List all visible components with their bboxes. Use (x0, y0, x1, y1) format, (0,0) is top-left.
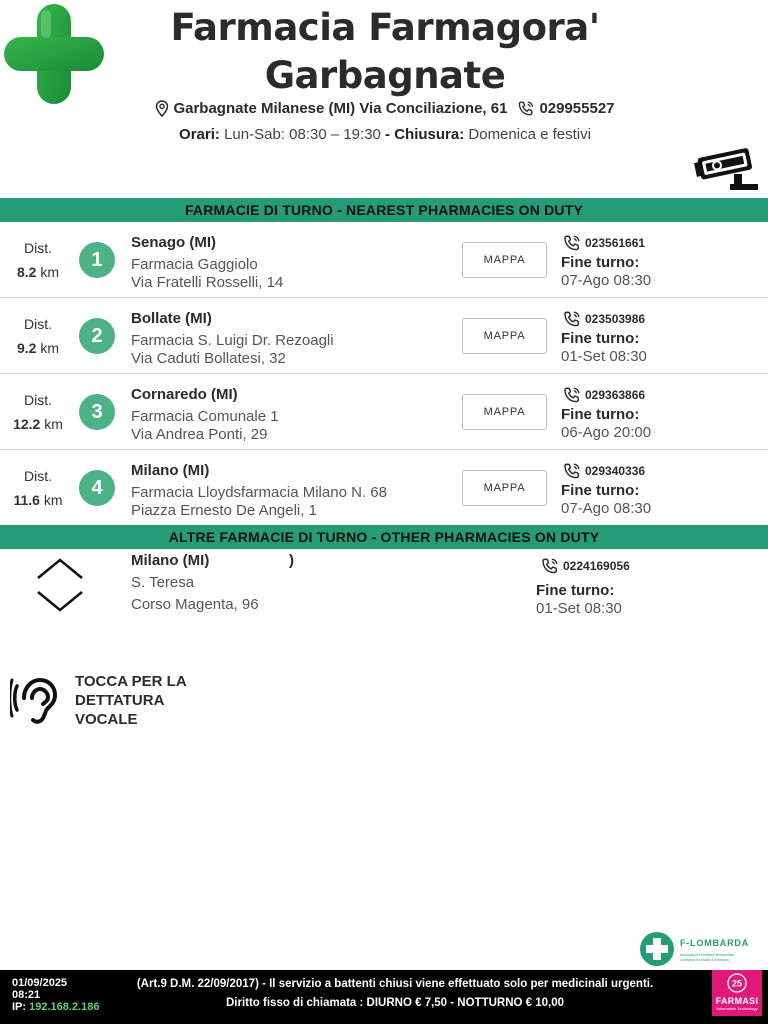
pharmacy-phone[interactable]: 029955527 (539, 100, 615, 117)
footer-fee: Diritto fisso di chiamata : DIURNO € 7,50 - NOTTURNO € 10,00 (225, 997, 565, 1009)
map-button[interactable]: MAPPA (462, 394, 547, 430)
distance-number: 12.2 (13, 416, 41, 432)
end-shift-value: 07-Ago 08:30 (561, 272, 652, 289)
pharmacy-name: Farmacia S. Luigi Dr. Rezoagli (131, 332, 334, 349)
map-button[interactable]: MAPPA (462, 242, 547, 278)
pharmacy-phone-line[interactable] (562, 310, 645, 328)
voice-line1: TOCCA PER LA (75, 673, 187, 690)
other-pharmacy-street: Corso Magenta, 96 (131, 596, 259, 613)
phone-icon (562, 234, 582, 252)
phone-icon (540, 557, 560, 575)
chevron-down-icon[interactable] (38, 592, 82, 610)
distance-unit: km (43, 492, 63, 508)
pharmacy-row[interactable] (0, 298, 768, 374)
end-shift-label: Fine turno: (561, 254, 640, 271)
map-button[interactable]: MAPPA (462, 318, 547, 354)
pharmacy-name: Farmacia Gaggiolo (131, 256, 258, 273)
other-pharmacy-trailing: ) (289, 552, 294, 569)
ear-icon[interactable] (10, 674, 66, 728)
farmasi-sub: Information Technology (716, 1006, 758, 1011)
pharmacy-street: Piazza Ernesto De Angeli, 1 (131, 502, 317, 519)
distance-value (8, 492, 68, 508)
ip-value: 192.168.2.186 (29, 1001, 100, 1013)
pharmacy-city: Bollate (MI) (131, 310, 212, 327)
phone-icon (562, 386, 582, 404)
end-shift-label: Fine turno: (561, 406, 640, 423)
pharmacy-title-line1: Farmacia Farmagora' (170, 6, 600, 49)
end-shift-value: 06-Ago 20:00 (561, 424, 652, 441)
f-lombarda-sub1: Associazione Unitaria Farmaceutica (680, 953, 735, 957)
pharmacy-phone-line[interactable] (562, 386, 645, 404)
voice-dictation-button[interactable] (75, 672, 205, 729)
voice-line2: DETTATURA (75, 692, 165, 709)
camera-icon (694, 144, 764, 194)
pharmacy-row[interactable] (0, 450, 768, 526)
other-section-header: ALTRE FARMACIE DI TURNO - OTHER PHARMACIES ON DUTY (0, 525, 768, 549)
distance-label: Dist. (24, 240, 52, 256)
phone-icon (517, 100, 535, 117)
f-lombarda-sub2: Lombarda tra titolari di Farmacia (680, 958, 729, 962)
f-lombarda-name: F-LOMBARDA (680, 938, 749, 948)
pharmacy-row[interactable] (0, 374, 768, 450)
farmasi-years: 25 (731, 978, 743, 989)
hours-value: Lun-Sab: 08:30 – 19:30 (224, 126, 381, 143)
end-shift-label: Fine turno: (536, 582, 615, 599)
footer (0, 970, 768, 1024)
pharmacy-street: Via Andrea Ponti, 29 (131, 426, 268, 443)
phone-number: 0224169056 (563, 559, 630, 573)
pharmacy-city: Cornaredo (MI) (131, 386, 238, 403)
pharmacy-address: Garbagnate Milanese (MI) Via Conciliazione, 61 (173, 100, 508, 117)
f-lombarda-logo (638, 930, 758, 968)
phone-number: 029363866 (585, 388, 646, 402)
pharmacy-title-line2: Garbagnate (264, 54, 506, 97)
footer-time: 08:21 (12, 989, 41, 1001)
distance-number: 9.2 (16, 340, 37, 356)
cross-logo-icon (4, 4, 104, 104)
phone-number: 029340336 (585, 464, 646, 478)
footer-ip (12, 1001, 99, 1013)
footer-notice: (Art.9 D.M. 22/09/2017) - Il servizio a battenti chiusi viene effettuato solo per medicinali urgenti. (136, 978, 654, 990)
closing-value: Domenica e festivi (468, 126, 591, 143)
distance-unit: km (40, 340, 60, 356)
distance-value (8, 416, 68, 432)
chevron-up-icon[interactable] (38, 560, 82, 578)
location-pin-icon (155, 100, 169, 117)
end-shift-label: Fine turno: (561, 482, 640, 499)
distance-unit: km (40, 264, 60, 280)
map-button[interactable]: MAPPA (462, 470, 547, 506)
scroll-chevrons[interactable] (34, 556, 86, 614)
farmasi-brand: FARMASI (715, 996, 759, 1006)
pharmacy-row[interactable] (0, 222, 768, 298)
distance-label: Dist. (24, 468, 52, 484)
other-pharmacy-phone-line[interactable] (540, 557, 630, 575)
footer-date: 01/09/2025 (12, 977, 68, 989)
end-shift-value: 01-Set 08:30 (536, 600, 622, 617)
pharmacy-name: Farmacia Lloydsfarmacia Milano N. 68 (131, 484, 387, 501)
hours-label: Orari: (179, 126, 220, 143)
pharmacy-phone-line[interactable] (562, 462, 645, 480)
pharmacy-address-line (140, 100, 630, 117)
pharmacy-city: Milano (MI) (131, 462, 210, 479)
pharmacy-city: Senago (MI) (131, 234, 216, 251)
distance-label: Dist. (24, 392, 52, 408)
phone-icon (562, 462, 582, 480)
distance-value (8, 264, 68, 280)
voice-line3: VOCALE (75, 711, 138, 728)
phone-number: 023561661 (585, 236, 646, 250)
pharmacy-phone-line[interactable] (562, 234, 645, 252)
end-shift-value: 01-Set 08:30 (561, 348, 647, 365)
opening-hours (140, 126, 630, 143)
distance-value (8, 340, 68, 356)
distance-number: 8.2 (16, 264, 37, 280)
pharmacy-name: Farmacia Comunale 1 (131, 408, 279, 425)
on-duty-section-header: FARMACIE DI TURNO - NEAREST PHARMACIES ON DUTY (0, 198, 768, 222)
distance-label: Dist. (24, 316, 52, 332)
farmasi-logo (712, 970, 762, 1016)
pharmacy-street: Via Fratelli Rosselli, 14 (131, 274, 284, 291)
distance-unit: km (44, 416, 63, 432)
end-shift-label: Fine turno: (561, 330, 640, 347)
end-shift-value: 07-Ago 08:30 (561, 500, 652, 517)
closing-label: - Chiusura: (385, 126, 465, 143)
phone-icon (562, 310, 582, 328)
pharmacy-number-badge: 3 (79, 394, 115, 430)
pharmacy-street: Via Caduti Bollatesi, 32 (131, 350, 286, 367)
pharmacy-number-badge: 1 (79, 242, 115, 278)
pharmacy-number-badge: 2 (79, 318, 115, 354)
phone-number: 023503986 (585, 312, 646, 326)
other-pharmacy-name: S. Teresa (131, 574, 195, 591)
ip-label: IP: (12, 1001, 27, 1013)
other-pharmacy-city: Milano (MI) (131, 552, 210, 569)
farmasi-badge-icon (712, 970, 762, 996)
distance-number: 11.6 (13, 492, 40, 508)
pharmacy-number-badge: 4 (79, 470, 115, 506)
